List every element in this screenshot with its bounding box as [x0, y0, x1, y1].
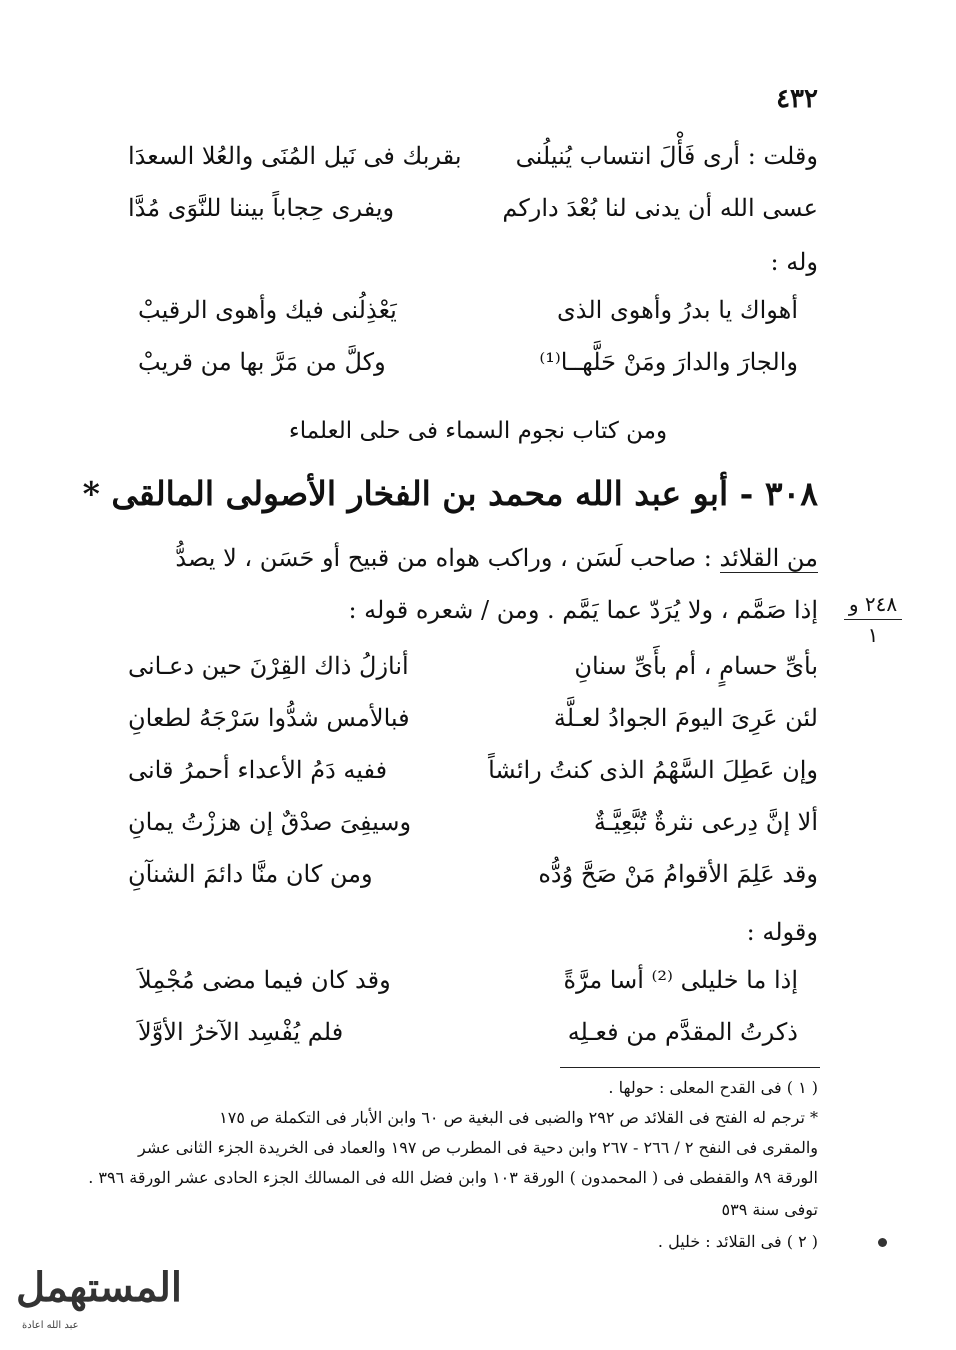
- ink-dot: [878, 1238, 887, 1247]
- logo-text: المستهمل: [16, 1264, 183, 1311]
- verse-hemistich-second: ومن كان منَّا دائمَ الشنآنِ: [128, 860, 373, 888]
- footnote-line: ( ٢ ) فى القلائد : خليل .: [657, 1232, 818, 1251]
- verse-hemistich-first: بأىِّ حسامٍ ، أم بأَىِّ سنانِ: [574, 652, 818, 680]
- footnote-separator: [560, 1067, 820, 1068]
- verse-line: [128, 1018, 818, 1058]
- verse-line: [128, 194, 818, 234]
- footnote-line: والمقرى فى النفح ٢ / ٢٦٦ - ٢٦٧ وابن دحية فى المطرب ص ١٩٧ والعماد فى الخريدة الجزء الثانى عشر: [138, 1138, 818, 1157]
- verse-line: [128, 808, 818, 848]
- page-number: ٤٣٢: [776, 84, 818, 114]
- verse-hemistich-first: والجارَ والدارَ ومَنْ حَلَّهــا⁽¹⁾: [539, 348, 798, 376]
- verse-hemistich-second: فبالأمس شدُّوا سَرْجَهُ لطعانِ: [128, 704, 410, 732]
- folio-page: ١: [867, 623, 879, 647]
- verse-line: [128, 296, 818, 336]
- folio-number: ٢٤٨ و: [848, 592, 898, 616]
- verse-line: [128, 860, 818, 900]
- verse-intro-label: وله :: [770, 248, 818, 276]
- verse-hemistich-second: يَعْذِلُنى فيك وأهوى الرقيبْ: [138, 296, 397, 324]
- library-logo: [8, 1262, 183, 1342]
- verse-line: [128, 756, 818, 796]
- verse-hemistich-first: وقلت : أرى فَأْلَ انتساب يُنيلُنى: [515, 142, 818, 170]
- verse-hemistich-first: ذكرتُ المقدَّم من فعـلِه: [567, 1018, 798, 1046]
- verse-hemistich-second: وكلَّ من مَرَّ بها من قريبْ: [138, 348, 386, 376]
- verse-hemistich-first: ألا إنَّ دِرعى نثرةٌ تُبَّعِيَّـةٌ: [593, 808, 818, 836]
- prose-text: : صاحب لَسَن ، وراكب هواه من قبيح أو حَسَن ، لا يصدُّ: [175, 544, 712, 572]
- verse-line: [128, 966, 818, 1006]
- verse-hemistich-second: وقد كان فيما مضى مُجْمِلاَ: [138, 966, 391, 994]
- footnote-line: الورقة ٨٩ والقفطى فى ( المحمدون ) الورقة ١٠٣ وابن فضل الله فى المسالك الجزء الحادى عشر الورقة ٣٩٦ .: [88, 1168, 818, 1187]
- verse-line: [128, 652, 818, 692]
- footnote-line: توفى سنة ٥٣٩: [721, 1200, 818, 1219]
- verse-hemistich-second: وسيفِىَ صدْقٌ إن هززْتُ يمانِ: [128, 808, 412, 836]
- verse-hemistich-first: وإن عَطِلَ السَّهْمُ الذى كنتُ رائشاً: [488, 756, 818, 784]
- prose-line: إذا صَمَّم ، ولا يُرَدّ عما يَمَّم . ومن / شعره قوله :: [348, 596, 818, 624]
- verse-hemistich-second: بقربك فى نَيل المُنَى والعُلا السعدَا: [128, 142, 462, 170]
- verse-intro-label: وقوله :: [746, 918, 818, 946]
- verse-hemistich-first: وقد عَلِمَ الأقوامُ مَنْ صَحَّ وُدُّه: [538, 860, 818, 888]
- margin-folio-note: [840, 592, 906, 647]
- prose-line: [128, 544, 818, 572]
- verse-hemistich-second: ويفرى حِجاباً بيننا للنَّوَى مُدَّا: [128, 194, 395, 222]
- verse-hemistich-first: إذا ما خليلى ⁽²⁾ أسا مرَّةً: [563, 966, 798, 994]
- entry-heading: ٣٠٨ - أبو عبد الله محمد بن الفخار الأصولى المالقى *: [82, 474, 818, 513]
- verse-hemistich-first: أهواك يا بدرُ وأهوى الذى: [556, 296, 798, 324]
- verse-hemistich-first: لئن عَرِىَ اليومَ الجوادُ لعـلَّة: [553, 704, 818, 732]
- verse-hemistich-second: فلم يُفْسِد الآخرُ الأوَّلاَ: [138, 1018, 344, 1046]
- folio-divider: [844, 619, 902, 620]
- verse-line: [128, 348, 818, 388]
- logo-subtext: عبد الله اعادة: [22, 1320, 79, 1331]
- footnote-line: ( ١ ) فى القدح المعلى : حولها .: [608, 1078, 818, 1097]
- verse-hemistich-second: أنازلُ ذاك القِرْنَ حين دعـانى: [128, 652, 409, 680]
- verse-hemistich-second: ففيه دَمُ الأعداء أحمرُ قانى: [128, 756, 388, 784]
- section-title: ومن كتاب نجوم السماء فى حلى العلماء: [288, 418, 668, 444]
- verse-line: [128, 704, 818, 744]
- verse-line: [128, 142, 818, 182]
- footnote-line: * ترجم له الفتح فى القلائد ص ٢٩٢ والضبى فى البغية ص ٦٠ وابن الأبار فى التكملة ص ١٧٥: [219, 1108, 818, 1127]
- verse-hemistich-first: عسى الله أن يدنى لنا بُعْدَ داركم: [502, 194, 818, 222]
- source-reference: من القلائد: [719, 544, 818, 572]
